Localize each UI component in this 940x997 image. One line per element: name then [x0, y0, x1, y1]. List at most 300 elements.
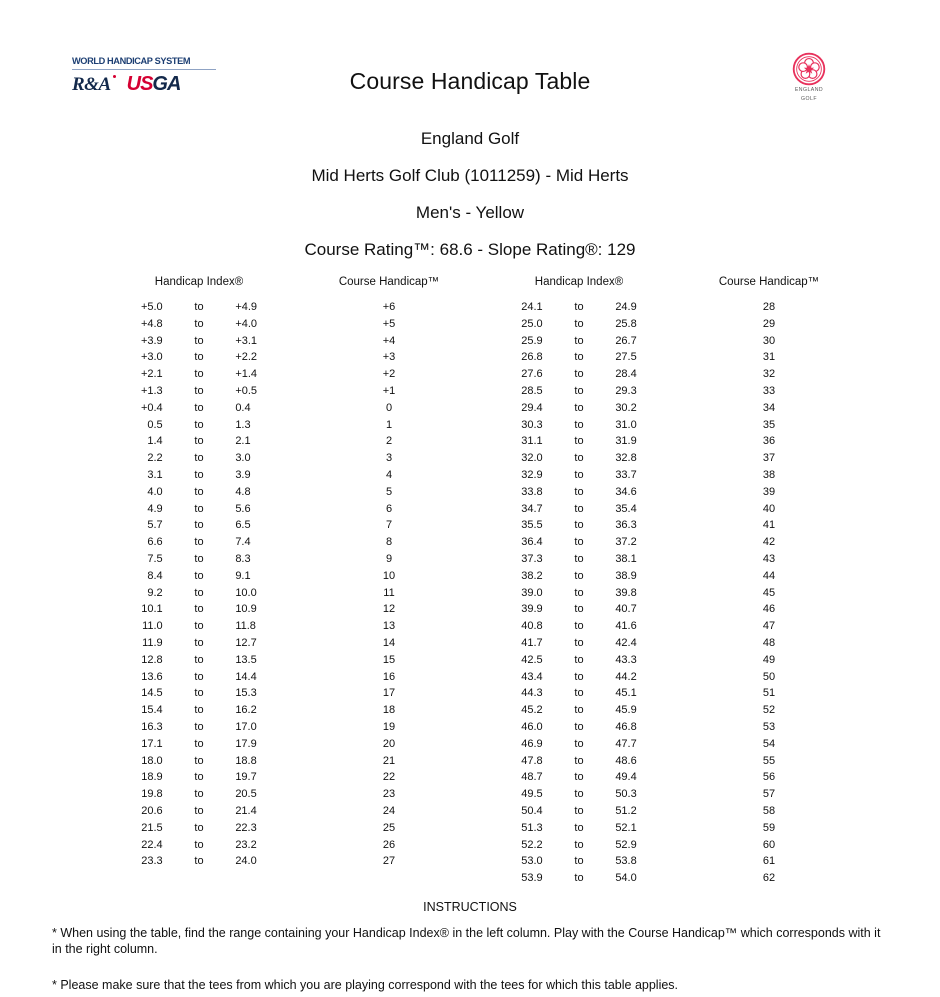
instructions-body — [0, 925, 940, 993]
course-handicap-value: 57 — [762, 788, 776, 801]
range-separator: to — [574, 872, 584, 885]
handicap-index-high: 13.5 — [235, 653, 257, 666]
handicap-index-low: 49.5 — [521, 788, 543, 801]
table-row — [470, 534, 850, 551]
course-handicap-value: 3 — [385, 452, 393, 465]
handicap-index-low: 25.0 — [521, 317, 543, 330]
table-row — [470, 769, 850, 786]
table-row — [470, 417, 850, 434]
handicap-index-low: 5.7 — [147, 519, 163, 532]
handicap-index-high: 39.8 — [615, 586, 637, 599]
table-row — [90, 837, 470, 854]
course-handicap-value: 36 — [762, 435, 776, 448]
handicap-index-high: 37.2 — [615, 536, 637, 549]
range-separator: to — [574, 855, 584, 868]
column-header-handicap-index: Handicap Index® — [534, 276, 624, 288]
handicap-index-low: 37.3 — [521, 552, 543, 565]
course-handicap-value: 15 — [382, 653, 396, 666]
handicap-table-right — [470, 276, 850, 887]
handicap-index-low: 10.1 — [141, 603, 163, 616]
handicap-index-high: 5.6 — [235, 502, 251, 515]
course-handicap-value: 43 — [762, 552, 776, 565]
course-handicap-value: +1 — [382, 384, 396, 397]
whs-logo-wordmark: WORLD HANDICAP SYSTEM — [72, 56, 191, 67]
handicap-index-high: 28.4 — [615, 368, 637, 381]
handicap-index-high: 20.5 — [235, 788, 257, 801]
handicap-index-high: 44.2 — [615, 670, 637, 683]
course-handicap-value: 12 — [382, 603, 396, 616]
table-row — [470, 517, 850, 534]
handicap-index-high: 16.2 — [235, 704, 257, 717]
england-golf-logo-line2: GOLF — [801, 95, 817, 102]
table-header-row — [90, 276, 470, 299]
range-separator: to — [574, 620, 584, 633]
course-handicap-value: 54 — [762, 737, 776, 750]
range-separator: to — [574, 384, 584, 397]
handicap-index-low: 46.9 — [521, 737, 543, 750]
handicap-index-low: 3.1 — [147, 468, 163, 481]
course-handicap-value: 61 — [762, 855, 776, 868]
table-row — [470, 786, 850, 803]
organisation-name: England Golf — [420, 129, 520, 148]
handicap-index-low: 0.5 — [147, 418, 163, 431]
handicap-tables — [0, 276, 940, 887]
handicap-index-high: 36.3 — [615, 519, 637, 532]
table-row — [90, 551, 470, 568]
handicap-index-high: 42.4 — [615, 636, 637, 649]
table-row — [90, 517, 470, 534]
range-separator: to — [574, 569, 584, 582]
handicap-index-high: 40.7 — [615, 603, 637, 616]
course-handicap-value: 51 — [762, 687, 776, 700]
table-row — [90, 534, 470, 551]
range-separator: to — [574, 838, 584, 851]
range-separator: to — [574, 435, 584, 448]
table-row — [90, 501, 470, 518]
handicap-index-low: +3.9 — [140, 334, 163, 347]
handicap-index-high: 10.9 — [235, 603, 257, 616]
handicap-index-high: 17.0 — [235, 720, 257, 733]
range-separator: to — [574, 351, 584, 364]
range-separator: to — [194, 502, 204, 515]
handicap-index-high: 41.6 — [615, 620, 637, 633]
table-body-left — [90, 299, 470, 870]
column-header-course-handicap: Course Handicap™ — [338, 276, 440, 288]
table-row — [470, 669, 850, 686]
handicap-index-low: 9.2 — [147, 586, 163, 599]
handicap-index-high: 50.3 — [615, 788, 637, 801]
handicap-index-low: 1.4 — [147, 435, 163, 448]
handicap-index-low: +4.8 — [140, 317, 163, 330]
handicap-index-high: +0.5 — [235, 384, 258, 397]
handicap-index-high: 47.7 — [615, 737, 637, 750]
table-row — [470, 501, 850, 518]
course-handicap-value: +3 — [382, 351, 396, 364]
handicap-index-low: 52.2 — [521, 838, 543, 851]
handicap-index-high: 3.9 — [235, 468, 251, 481]
table-row — [90, 400, 470, 417]
course-handicap-value: 37 — [762, 452, 776, 465]
usga-logo-us-text: US — [126, 73, 153, 95]
course-handicap-value: 59 — [762, 821, 776, 834]
range-separator: to — [194, 855, 204, 868]
handicap-index-low: +3.0 — [140, 351, 163, 364]
england-golf-logo-line1: ENGLAND — [794, 87, 824, 93]
table-row — [470, 333, 850, 350]
table-row — [90, 333, 470, 350]
handicap-index-high: 3.0 — [235, 452, 251, 465]
table-row — [90, 568, 470, 585]
table-row — [90, 484, 470, 501]
course-handicap-value: 26 — [382, 838, 396, 851]
handicap-index-low: 28.5 — [521, 384, 543, 397]
range-separator: to — [574, 636, 584, 649]
course-handicap-value: 30 — [762, 334, 776, 347]
handicap-index-low: 34.7 — [521, 502, 543, 515]
handicap-index-high: 49.4 — [615, 771, 637, 784]
handicap-index-low: 22.4 — [141, 838, 163, 851]
table-row — [470, 551, 850, 568]
course-handicap-value: 52 — [762, 704, 776, 717]
handicap-index-high: 29.3 — [615, 384, 637, 397]
handicap-index-high: 34.6 — [615, 485, 637, 498]
range-separator: to — [194, 519, 204, 532]
table-row — [90, 601, 470, 618]
range-separator: to — [574, 653, 584, 666]
handicap-index-high: 43.3 — [615, 653, 637, 666]
handicap-index-low: +0.4 — [140, 401, 163, 414]
handicap-index-low: 39.0 — [521, 586, 543, 599]
course-handicap-value: 27 — [382, 855, 396, 868]
handicap-index-low: 32.9 — [521, 468, 543, 481]
handicap-index-high: 24.0 — [235, 855, 257, 868]
handicap-index-high: 51.2 — [615, 804, 637, 817]
range-separator: to — [194, 670, 204, 683]
range-separator: to — [194, 704, 204, 717]
table-row — [470, 685, 850, 702]
handicap-index-low: 18.9 — [141, 771, 163, 784]
handicap-index-high: 11.8 — [235, 620, 256, 633]
course-handicap-value: +4 — [382, 334, 396, 347]
range-separator: to — [574, 754, 584, 767]
handicap-index-high: 23.2 — [235, 838, 257, 851]
handicap-index-high: 9.1 — [235, 569, 251, 582]
table-row — [470, 837, 850, 854]
table-row — [90, 820, 470, 837]
course-handicap-value: 46 — [762, 603, 776, 616]
course-handicap-value: 20 — [382, 737, 396, 750]
handicap-index-low: 8.4 — [147, 569, 163, 582]
handicap-index-low: 17.1 — [141, 737, 163, 750]
course-handicap-value: 44 — [762, 569, 776, 582]
course-handicap-value: 10 — [382, 569, 396, 582]
instructions-paragraph-1: * When using the table, find the range containing your Handicap Index® in the left column. Play with the Course Handicap™ which corresponds with it in the right column. — [52, 926, 881, 956]
range-separator: to — [194, 536, 204, 549]
range-separator: to — [574, 418, 584, 431]
handicap-index-high: 18.8 — [235, 754, 257, 767]
table-row — [90, 585, 470, 602]
table-row — [470, 433, 850, 450]
table-row — [90, 433, 470, 450]
course-handicap-value: 17 — [382, 687, 396, 700]
handicap-index-high: 6.5 — [235, 519, 251, 532]
range-separator: to — [574, 720, 584, 733]
table-header-row — [470, 276, 850, 299]
course-handicap-value: 50 — [762, 670, 776, 683]
course-handicap-value: 55 — [762, 754, 776, 767]
handicap-index-low: 25.9 — [521, 334, 543, 347]
table-row — [470, 702, 850, 719]
handicap-index-high: 30.2 — [615, 401, 637, 414]
handicap-index-low: 43.4 — [521, 670, 543, 683]
table-row — [470, 635, 850, 652]
table-row — [90, 685, 470, 702]
course-handicap-value: 42 — [762, 536, 776, 549]
handicap-index-high: 2.1 — [235, 435, 251, 448]
handicap-index-high: +3.1 — [235, 334, 258, 347]
course-handicap-value: +5 — [382, 317, 396, 330]
table-row — [90, 467, 470, 484]
course-handicap-value: 19 — [382, 720, 396, 733]
range-separator: to — [574, 468, 584, 481]
handicap-index-high: 31.0 — [615, 418, 637, 431]
range-separator: to — [194, 468, 204, 481]
table-row — [470, 484, 850, 501]
tee-description: Men's - Yellow — [415, 203, 525, 222]
table-body-right — [470, 299, 850, 887]
course-handicap-value: 5 — [385, 485, 393, 498]
handicap-index-low: 42.5 — [521, 653, 543, 666]
table-row — [470, 753, 850, 770]
table-row — [470, 652, 850, 669]
course-handicap-value: 11 — [383, 586, 395, 599]
course-handicap-value: 33 — [762, 384, 776, 397]
handicap-index-low: 51.3 — [521, 821, 543, 834]
handicap-index-low: 19.8 — [141, 788, 163, 801]
table-row — [90, 618, 470, 635]
handicap-index-low: 53.0 — [521, 855, 543, 868]
range-separator: to — [574, 687, 584, 700]
course-handicap-value: 41 — [762, 519, 776, 532]
table-row — [470, 601, 850, 618]
handicap-index-high: 32.8 — [615, 452, 637, 465]
range-separator: to — [194, 653, 204, 666]
handicap-index-low: 24.1 — [521, 301, 543, 313]
handicap-index-low: 47.8 — [521, 754, 543, 767]
range-separator: to — [574, 401, 584, 414]
course-handicap-value: 28 — [762, 301, 776, 313]
range-separator: to — [574, 334, 584, 347]
range-separator: to — [574, 804, 584, 817]
range-separator: to — [574, 485, 584, 498]
range-separator: to — [194, 838, 204, 851]
table-row — [90, 299, 470, 316]
table-row — [90, 417, 470, 434]
course-handicap-value: 32 — [762, 368, 776, 381]
range-separator: to — [194, 384, 204, 397]
handicap-index-high: 46.8 — [615, 720, 637, 733]
range-separator: to — [194, 586, 204, 599]
handicap-index-low: 48.7 — [521, 771, 543, 784]
range-separator: to — [574, 771, 584, 784]
course-handicap-value: 48 — [762, 636, 776, 649]
handicap-index-low: 53.9 — [521, 872, 543, 885]
course-handicap-value: 2 — [385, 435, 393, 448]
course-handicap-value: 24 — [382, 804, 396, 817]
course-handicap-value: 47 — [762, 620, 776, 633]
handicap-index-low: 50.4 — [521, 804, 543, 817]
range-separator: to — [574, 519, 584, 532]
handicap-index-low: 21.5 — [141, 821, 163, 834]
handicap-index-high: 4.8 — [235, 485, 251, 498]
handicap-index-low: +1.3 — [140, 384, 163, 397]
course-handicap-value: 0 — [385, 401, 393, 414]
handicap-index-low: 26.8 — [521, 351, 543, 364]
randa-logo-text: R&A — [72, 74, 111, 95]
table-row — [470, 618, 850, 635]
handicap-index-high: 33.7 — [615, 468, 637, 481]
handicap-index-high: 52.9 — [615, 838, 637, 851]
handicap-index-high: 31.9 — [615, 435, 637, 448]
course-handicap-value: 7 — [385, 519, 393, 532]
handicap-index-low: 11.0 — [142, 620, 163, 633]
course-handicap-value: 60 — [762, 838, 776, 851]
handicap-index-low: 7.5 — [147, 552, 163, 565]
range-separator: to — [194, 603, 204, 616]
table-row — [470, 467, 850, 484]
range-separator: to — [574, 788, 584, 801]
table-row — [470, 299, 850, 316]
handicap-index-low: 38.2 — [521, 569, 543, 582]
handicap-index-low: 36.4 — [521, 536, 543, 549]
handicap-index-high: 24.9 — [615, 301, 637, 313]
handicap-index-high: 52.1 — [615, 821, 637, 834]
column-header-handicap-index: Handicap Index® — [154, 276, 244, 288]
range-separator: to — [194, 368, 204, 381]
range-separator: to — [194, 821, 204, 834]
range-separator: to — [194, 435, 204, 448]
course-slope-rating: Course Rating™: 68.6 - Slope Rating®: 129 — [304, 240, 636, 259]
handicap-index-low: +2.1 — [140, 368, 163, 381]
table-row — [470, 450, 850, 467]
course-handicap-value: 21 — [382, 754, 396, 767]
course-handicap-value: 1 — [385, 418, 393, 431]
course-handicap-value: 62 — [762, 872, 776, 885]
course-handicap-value: 56 — [762, 771, 776, 784]
handicap-index-high: +4.0 — [235, 317, 258, 330]
handicap-index-low: 12.8 — [141, 653, 163, 666]
range-separator: to — [574, 670, 584, 683]
course-handicap-value: 39 — [762, 485, 776, 498]
course-handicap-value: 9 — [385, 552, 393, 565]
range-separator: to — [574, 502, 584, 515]
handicap-index-low: 18.0 — [141, 754, 163, 767]
handicap-index-low: 23.3 — [141, 855, 163, 868]
table-row — [90, 635, 470, 652]
handicap-index-high: 35.4 — [615, 502, 637, 515]
handicap-index-low: 30.3 — [521, 418, 543, 431]
handicap-index-low: 15.4 — [141, 704, 163, 717]
course-handicap-value: 45 — [762, 586, 776, 599]
course-handicap-value: 40 — [762, 502, 776, 515]
range-separator: to — [194, 737, 204, 750]
course-handicap-value: 6 — [385, 502, 393, 515]
course-handicap-value: 16 — [382, 670, 396, 683]
table-row — [90, 736, 470, 753]
table-row — [470, 349, 850, 366]
handicap-index-low: 2.2 — [147, 452, 163, 465]
range-separator: to — [194, 620, 204, 633]
range-separator: to — [574, 301, 584, 313]
range-separator: to — [194, 804, 204, 817]
handicap-index-low: 13.6 — [141, 670, 163, 683]
course-handicap-value: 18 — [382, 704, 396, 717]
handicap-index-low: 35.5 — [521, 519, 543, 532]
course-handicap-value: 13 — [382, 620, 396, 633]
table-row — [90, 853, 470, 870]
handicap-index-high: 26.7 — [615, 334, 637, 347]
range-separator: to — [194, 636, 204, 649]
handicap-index-high: 53.8 — [615, 855, 637, 868]
handicap-index-high: 12.7 — [235, 636, 257, 649]
instructions-section — [0, 900, 940, 993]
range-separator: to — [194, 317, 204, 330]
handicap-index-high: 8.3 — [235, 552, 251, 565]
course-handicap-value: 35 — [762, 418, 776, 431]
page-title: Course Handicap Table — [349, 68, 591, 94]
handicap-index-low: 16.3 — [141, 720, 163, 733]
table-row — [470, 316, 850, 333]
handicap-index-low: 40.8 — [521, 620, 543, 633]
range-separator: to — [194, 788, 204, 801]
table-row — [90, 349, 470, 366]
table-row — [90, 769, 470, 786]
range-separator: to — [574, 452, 584, 465]
table-row — [90, 719, 470, 736]
course-handicap-value: 22 — [382, 771, 396, 784]
course-handicap-value: 29 — [762, 317, 776, 330]
handicap-index-high: 45.9 — [615, 704, 637, 717]
handicap-index-low: 27.6 — [521, 368, 543, 381]
table-row — [470, 820, 850, 837]
range-separator: to — [574, 603, 584, 616]
course-handicap-value: 34 — [762, 401, 776, 414]
handicap-index-high: 21.4 — [235, 804, 257, 817]
handicap-index-low: 41.7 — [521, 636, 543, 649]
document-subtitles — [0, 130, 940, 258]
table-row — [90, 669, 470, 686]
handicap-index-high: 38.9 — [615, 569, 637, 582]
handicap-index-low: 6.6 — [147, 536, 163, 549]
handicap-index-low: +5.0 — [140, 301, 163, 313]
range-separator: to — [194, 569, 204, 582]
table-row — [90, 652, 470, 669]
table-row — [90, 702, 470, 719]
range-separator: to — [574, 737, 584, 750]
handicap-index-high: 0.4 — [235, 401, 251, 414]
handicap-index-low: 20.6 — [141, 804, 163, 817]
handicap-index-low: 44.3 — [521, 687, 543, 700]
course-handicap-value: 38 — [762, 468, 776, 481]
handicap-index-high: 19.7 — [235, 771, 257, 784]
range-separator: to — [574, 536, 584, 549]
table-row — [90, 786, 470, 803]
handicap-index-high: 54.0 — [615, 872, 637, 885]
handicap-index-high: 45.1 — [615, 687, 637, 700]
table-row — [470, 803, 850, 820]
handicap-index-high: 17.9 — [235, 737, 257, 750]
table-row — [470, 568, 850, 585]
